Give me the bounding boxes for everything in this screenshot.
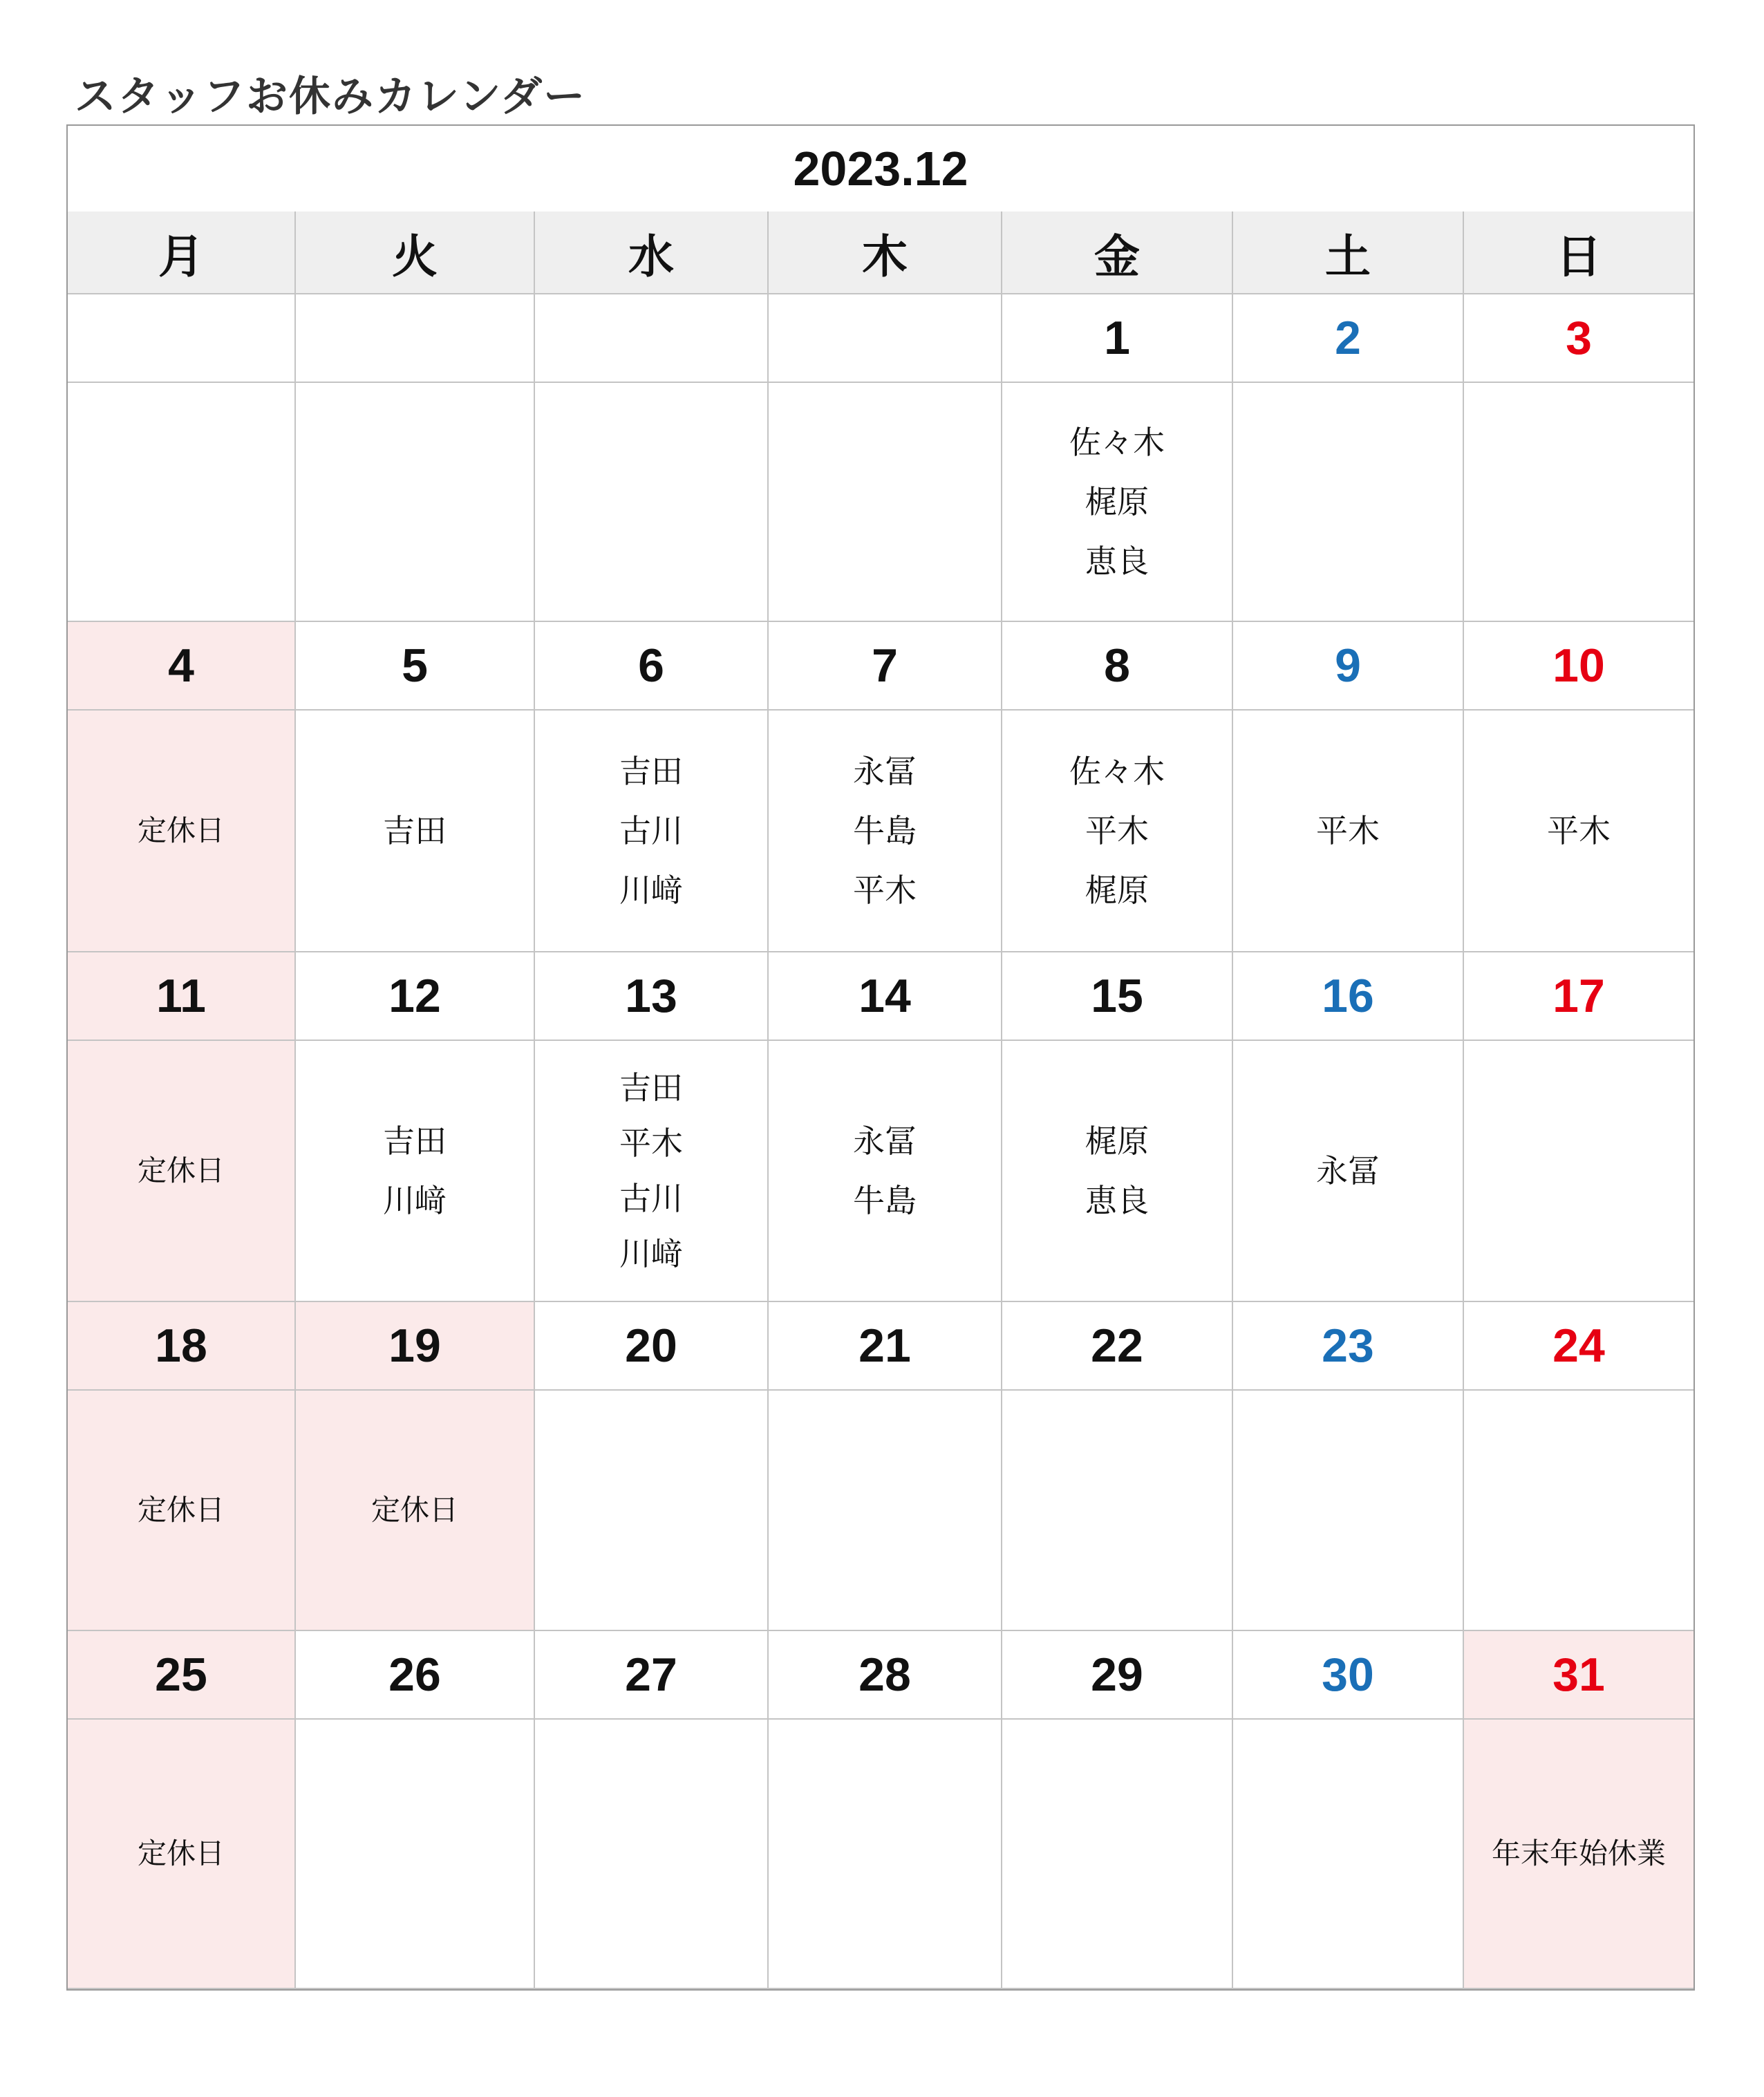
day-number: 4 [68,622,296,711]
day-number: 13 [535,952,769,1041]
day-cell-body [535,1391,769,1631]
weekday-header: 水 [535,211,769,294]
staff-name: 吉田 [383,812,447,849]
staff-name: 永冨 [853,753,917,790]
calendar [66,124,1695,1991]
day-cell-body [1002,383,1233,622]
weekday-header: 金 [1002,211,1233,294]
day-number: 2 [1233,294,1464,383]
weekday-header: 火 [296,211,535,294]
staff-name: 吉田 [619,753,683,790]
day-cell-body [535,1041,769,1302]
day-cell-body [296,1720,535,1989]
day-cell-body [68,1391,296,1631]
closed-note: 定休日 [137,814,225,847]
day-number [535,294,769,383]
day-number: 5 [296,622,535,711]
staff-name: 永冨 [1316,1152,1380,1189]
day-cell-body [1233,383,1464,622]
day-cell-body [769,1391,1002,1631]
staff-name: 佐々木 [1069,753,1165,790]
staff-name: 平木 [619,1125,683,1162]
day-number: 22 [1002,1302,1233,1391]
day-number: 17 [1464,952,1693,1041]
day-cell-body [1233,1720,1464,1989]
staff-name: 梶原 [1085,483,1149,520]
day-number: 28 [769,1631,1002,1720]
staff-name: 吉田 [619,1069,683,1107]
day-number: 9 [1233,622,1464,711]
day-cell-body [1002,1041,1233,1302]
weekday-header: 木 [769,211,1002,294]
weekday-header: 日 [1464,211,1693,294]
day-cell-body [68,1041,296,1302]
day-cell-body [68,1720,296,1989]
staff-name: 牛島 [853,812,917,849]
day-number: 15 [1002,952,1233,1041]
staff-name: 平木 [1085,812,1149,849]
closed-note: 定休日 [137,1836,225,1870]
staff-name: 平木 [853,872,917,909]
day-cell-body [769,383,1002,622]
day-number: 23 [1233,1302,1464,1391]
staff-name: 恵良 [1085,543,1149,580]
day-number: 7 [769,622,1002,711]
day-cell-body [296,711,535,952]
day-cell-body [1464,383,1693,622]
day-cell-body [1002,711,1233,952]
day-number: 25 [68,1631,296,1720]
day-number: 21 [769,1302,1002,1391]
day-number: 31 [1464,1631,1693,1720]
day-number [68,294,296,383]
day-number: 27 [535,1631,769,1720]
staff-name: 平木 [1547,812,1611,849]
day-number: 30 [1233,1631,1464,1720]
day-cell-body [296,383,535,622]
staff-name: 永冨 [853,1122,917,1160]
staff-name: 川﨑 [619,1235,683,1272]
staff-name: 佐々木 [1069,424,1165,461]
day-cell-body [535,383,769,622]
month-header: 2023.12 [793,142,968,196]
weekday-header: 月 [68,211,296,294]
day-cell-body [1233,711,1464,952]
day-cell-body [68,711,296,952]
day-number: 16 [1233,952,1464,1041]
day-cell-body [769,1720,1002,1989]
page-title: スタッフお休みカレンダー [75,73,587,121]
day-cell-body [769,711,1002,952]
closed-note: 年末年始休業 [1491,1836,1666,1870]
day-cell-body [535,711,769,952]
day-number: 8 [1002,622,1233,711]
staff-name: 川﨑 [619,872,683,909]
day-number: 29 [1002,1631,1233,1720]
day-cell-body [1233,1041,1464,1302]
staff-name: 梶原 [1085,1122,1149,1160]
day-number: 14 [769,952,1002,1041]
day-number [769,294,1002,383]
day-number: 24 [1464,1302,1693,1391]
staff-name: 古川 [619,812,683,849]
day-cell-body [1464,1391,1693,1631]
day-number: 3 [1464,294,1693,383]
day-cell-body [296,1041,535,1302]
day-number: 18 [68,1302,296,1391]
day-number [296,294,535,383]
closed-note: 定休日 [137,1493,225,1527]
staff-name: 古川 [619,1180,683,1217]
closed-note: 定休日 [137,1154,225,1187]
day-number: 10 [1464,622,1693,711]
day-number: 1 [1002,294,1233,383]
staff-name: 平木 [1316,812,1380,849]
day-cell-body [68,383,296,622]
day-number: 6 [535,622,769,711]
day-cell-body [1233,1391,1464,1631]
day-cell-body [1464,711,1693,952]
day-cell-body [769,1041,1002,1302]
day-number: 26 [296,1631,535,1720]
staff-name: 川﨑 [383,1182,447,1219]
day-cell-body [1002,1391,1233,1631]
staff-name: 吉田 [383,1122,447,1160]
closed-note: 定休日 [370,1493,458,1527]
day-cell-body [1464,1720,1693,1989]
day-cell-body [296,1391,535,1631]
day-cell-body [535,1720,769,1989]
day-number: 11 [68,952,296,1041]
weekday-header: 土 [1233,211,1464,294]
day-number: 20 [535,1302,769,1391]
staff-name: 牛島 [853,1182,917,1219]
staff-name: 梶原 [1085,872,1149,909]
staff-name: 恵良 [1085,1182,1149,1219]
day-number: 19 [296,1302,535,1391]
day-number: 12 [296,952,535,1041]
day-cell-body [1464,1041,1693,1302]
day-cell-body [1002,1720,1233,1989]
